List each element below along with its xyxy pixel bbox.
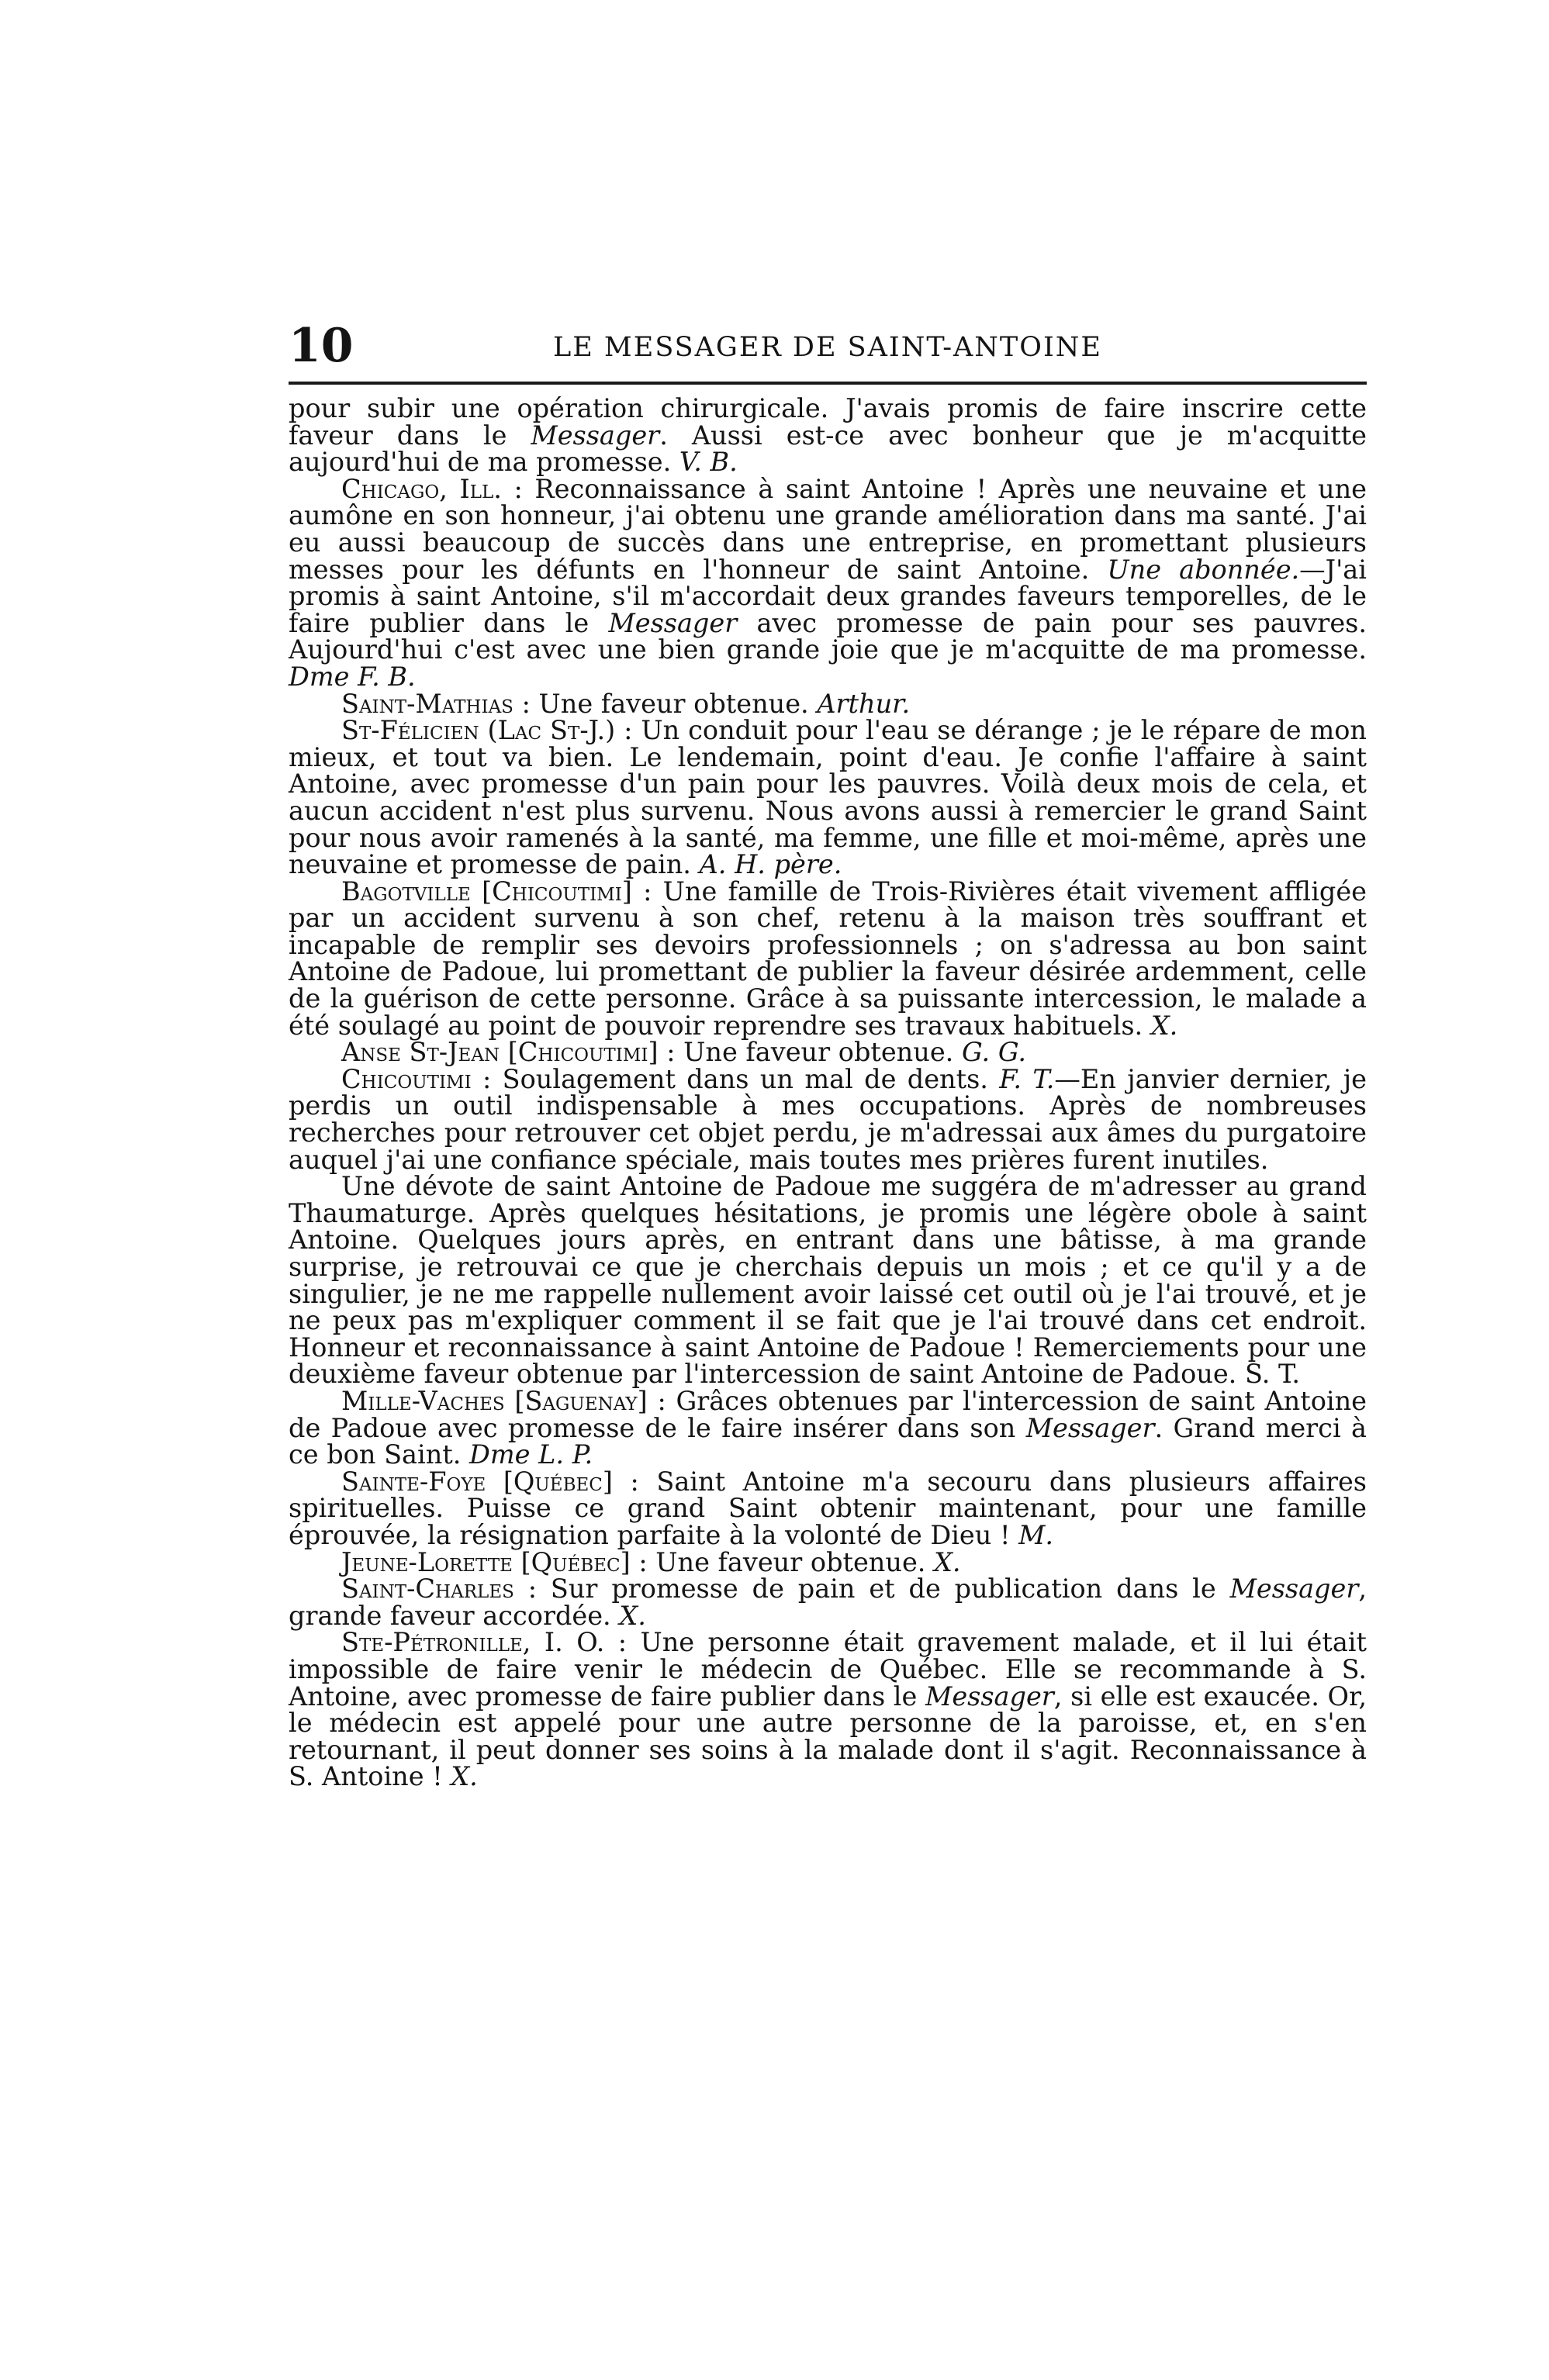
text-run: , si elle est exaucée. Or, le médecin est appelé pour une autre personne de la paroisse, et, en s'en retournant, il peut donner ses soins à la malade dont il s'agit. Reconnaissance à S. Antoine ! (289, 1681, 1367, 1792)
italic-text: Une abonnée. (1107, 554, 1300, 585)
italic-text: Messager (1229, 1573, 1359, 1605)
text-run: —J'ai promis à saint Antoine, s'il m'accordait deux grandes faveurs temporelles, de le faire publier dans le (289, 554, 1367, 638)
place-heading: Bagotville [Chicoutimi] (341, 876, 632, 907)
text-run: pour subir une opération chirurgicale. J'avais promis de faire inscrire cette faveur dans le (289, 393, 1367, 451)
text-run: : Une personne était gravement malade, et il lui était impossible de faire venir le médecin de Québec. Elle se recommande à S. Antoine, avec promesse de faire publier dans le (289, 1627, 1367, 1712)
italic-text: F. T. (999, 1063, 1055, 1094)
text-run: : Une faveur obtenue. (658, 1037, 962, 1068)
italic-text: X. (619, 1600, 646, 1631)
text-run: Une dévote de saint Antoine de Padoue me suggéra de m'adresser au grand Thaumaturge. Après quelques hésitations, je promis une légère obole à saint Antoine. Quelques jours après, en entrant dans une bâtisse, à ma grande surprise, je retrouvai ce que je cherchais depuis un mois ; et ce qu'il y a de singulier, je ne me rappelle nullement avoir laissé cet outil où je l'ai trouvé, et je ne peux pas m'expliquer comment il se fait que je l'ai trouvé dans cet endroit. Honneur et reconnaissance à saint Antoine de Padoue ! Remerciements pour une deuxième faveur obtenue par l'intercession de saint Antoine de Padoue. S. T. (289, 1171, 1367, 1390)
place-heading: St-Félicien (Lac St-J.) (341, 715, 616, 746)
italic-text: X. (934, 1546, 961, 1577)
paragraph-p2 (289, 688, 1367, 719)
italic-text: X. (1150, 1010, 1178, 1041)
header-rule (289, 382, 1367, 385)
text-run: : Reconnaissance à saint Antoine ! Après une neuvaine et une aumône en son honneur, j'ai obtenu une grande amélioration dans ma santé. J'ai eu aussi beaucoup de succès dans une entreprise, en promettant plusieurs messes pour les défunts en l'honneur de saint Antoine. (289, 473, 1367, 585)
text-run: : Saint Antoine m'a secouru dans plusieurs affaires spirituelles. Puisse ce grand Saint obtenir maintenant, pour une famille éprouvée, la résignation parfaite à la volonté de Dieu ! (289, 1466, 1367, 1550)
paragraph-p3 (289, 717, 1367, 879)
text-run: , grande faveur accordée. (289, 1573, 1367, 1631)
paragraph-p6 (289, 1063, 1367, 1175)
text-run: : Une faveur obtenue. (630, 1546, 935, 1577)
italic-text: G. G. (961, 1037, 1027, 1068)
text-run: : Une famille de Trois-Rivières était vivement affligée par un accident survenu à son chef, retenu à la maison très souffrant et incapable de remplir ses devoirs professionnels ; on s'adressa au bon saint Antoine de Padoue, lui promettant de publier la faveur désirée ardemment, celle de la guérison de cette personne. Grâce à sa puissante intercession, le malade a été soulagé au point de pouvoir reprendre ses travaux habituels. (289, 876, 1367, 1041)
place-heading: Jeune-Lorette [Québec] (341, 1546, 631, 1577)
paragraph-p8 (289, 1385, 1367, 1470)
paragraph-p10 (289, 1546, 1367, 1577)
italic-text: X. (451, 1761, 478, 1792)
text-run: avec promesse de pain pour ses pauvres. Aujourd'hui c'est avec une bien grande joie que je m'acquitte de ma promesse. (289, 607, 1367, 665)
paragraph-p9 (289, 1466, 1367, 1550)
text-run: : Une faveur obtenue. (513, 688, 818, 719)
text-run: : Un conduit pour l'eau se dérange ; je le répare de mon mieux, et tout va bien. Le lendemain, point d'eau. Je confie l'affaire à saint Antoine, avec promesse d'un pain pour les pauvres. Voilà deux mois de cela, et aucun accident n'est plus survenu. Nous avons aussi à remercier le grand Saint pour nous avoir ramenés à la santé, ma femme, une fille et moi-même, après une neuvaine et promesse de pain. (289, 715, 1367, 880)
body-text (289, 393, 1367, 1792)
running-title: LE MESSAGER DE SAINT-ANTOINE (553, 332, 1102, 363)
italic-text: Dme L. P. (469, 1439, 593, 1470)
italic-text: A. H. père. (699, 849, 842, 880)
page-number: 10 (289, 319, 354, 373)
paragraph-p11 (289, 1573, 1367, 1631)
paragraph-p12 (289, 1629, 1367, 1791)
paragraph-p7 (289, 1173, 1367, 1388)
italic-text: Messager (531, 420, 660, 451)
place-heading: Chicoutimi (341, 1063, 472, 1094)
place-heading: Saint-Mathias (341, 688, 513, 719)
italic-text: Messager (925, 1681, 1054, 1712)
text-run: . Aussi est-ce avec bonheur que je m'acquitte aujourd'hui de ma promesse. (289, 420, 1367, 478)
paragraph-p1 (289, 473, 1367, 692)
paragraph-p5 (289, 1039, 1367, 1066)
place-heading: Sainte-Foye [Québec] (341, 1466, 613, 1497)
italic-text: Messager (608, 607, 738, 638)
text-run: : Grâces obtenues par l'intercession de saint Antoine de Padoue avec promesse de le faire insérer dans son (289, 1385, 1367, 1443)
italic-text: V. B. (679, 447, 738, 478)
place-heading: Ste-Pétronille, I. O. (341, 1627, 605, 1658)
italic-text: Messager (1025, 1412, 1155, 1443)
place-heading: Anse St-Jean [Chicoutimi] (341, 1037, 659, 1068)
page-header (289, 318, 1367, 374)
paragraph-p0 (289, 393, 1367, 478)
text-run: : Sur promesse de pain et de publication dans le (513, 1573, 1230, 1605)
italic-text: Dme F. B. (289, 661, 416, 692)
text-run: —En janvier dernier, je perdis un outil indispensable à mes occupations. Après de nombreuses recherches pour retrouver cet objet perdu, je m'adressai aux âmes du purgatoire auquel j'ai une confiance spéciale, mais toutes mes prières furent inutiles. (289, 1063, 1367, 1175)
italic-text: M. (1018, 1519, 1054, 1550)
place-heading: Chicago, Ill. (341, 473, 502, 504)
place-heading: Mille-Vaches [Saguenay] (341, 1385, 648, 1416)
place-heading: Saint-Charles (341, 1573, 514, 1605)
text-run: . Grand merci à ce bon Saint. (289, 1412, 1367, 1470)
text-run: : Soulagement dans un mal de dents. (471, 1063, 1000, 1094)
italic-text: Arthur. (817, 688, 911, 719)
paragraph-p4 (289, 876, 1367, 1041)
